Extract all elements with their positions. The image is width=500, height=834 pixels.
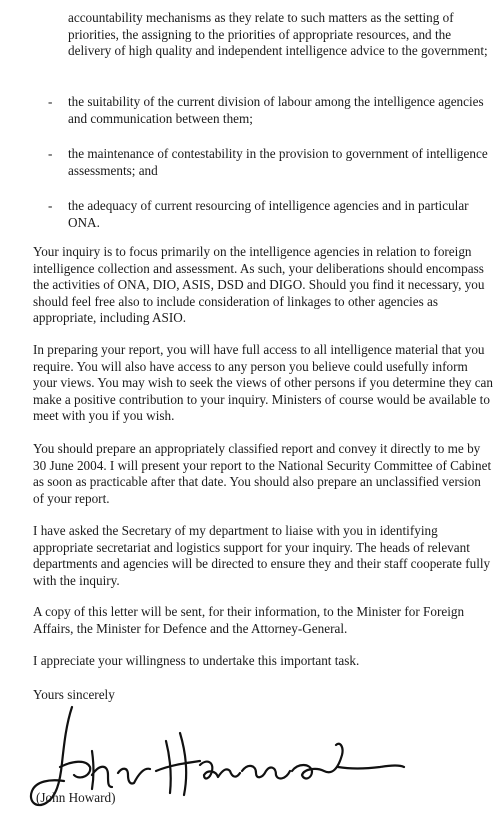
bullet-marker: - [48, 198, 53, 213]
signatory-name: (John Howard) [36, 790, 116, 805]
bullet-marker: - [48, 94, 53, 109]
body-paragraph: Your inquiry is to focus primarily on the intelligence agencies in relation to foreign intelligence collection and assessment. As such, your deliberations should encompass the activities of ONA, DIO, ASIS, DSD and DIGO. Should you find it necessary, you should feel free also to include consideration of linkages to other agencies as appropriate, including ASIO. [33, 244, 485, 326]
body-paragraph: In preparing your report, you will have full access to all intelligence material that you require. You will also have access to any person you believe could usefully inform your views. You may wish to seek the views of other persons if you determine they can make a positive contribution to your inquiry. Ministers of course would be available to meet with you if you wish. [33, 342, 494, 424]
body-paragraph: A copy of this letter will be sent, for their information, to the Minister for Foreign Affairs, the Minister for Defence and the Attorney-General. [33, 604, 465, 636]
body-paragraph: You should prepare an appropriately classified report and convey it directly to me by 30 June 2004. I will present your report to the National Security Committee of Cabinet as soon as practicable after that date. You should also prepare an unclassified version of your report. [33, 441, 492, 506]
bullet-marker: - [48, 146, 53, 161]
closing-salutation: Yours sincerely [33, 687, 115, 702]
body-paragraph: I appreciate your willingness to undertake this important task. [33, 653, 360, 668]
bullet-item: the suitability of the current division of labour among the intelligence agencies and communication between them; [68, 94, 484, 126]
bullet-item: the adequacy of current resourcing of intelligence agencies and in particular ONA. [68, 198, 469, 230]
opening-continuation: accountability mechanisms as they relate to such matters as the setting of priorities, the assigning to the priorities of appropriate resources, and the delivery of high quality and independent intelligence advice to the government; [68, 10, 488, 59]
body-paragraph: I have asked the Secretary of my department to liaise with you in identifying appropriate secretariat and logistics support for your inquiry. The heads of relevant departments and agencies will be directed to ensure they and their staff cooperate fully with the inquiry. [33, 523, 491, 588]
bullet-item: the maintenance of contestability in the provision to government of intelligence assessments; and [68, 146, 488, 178]
